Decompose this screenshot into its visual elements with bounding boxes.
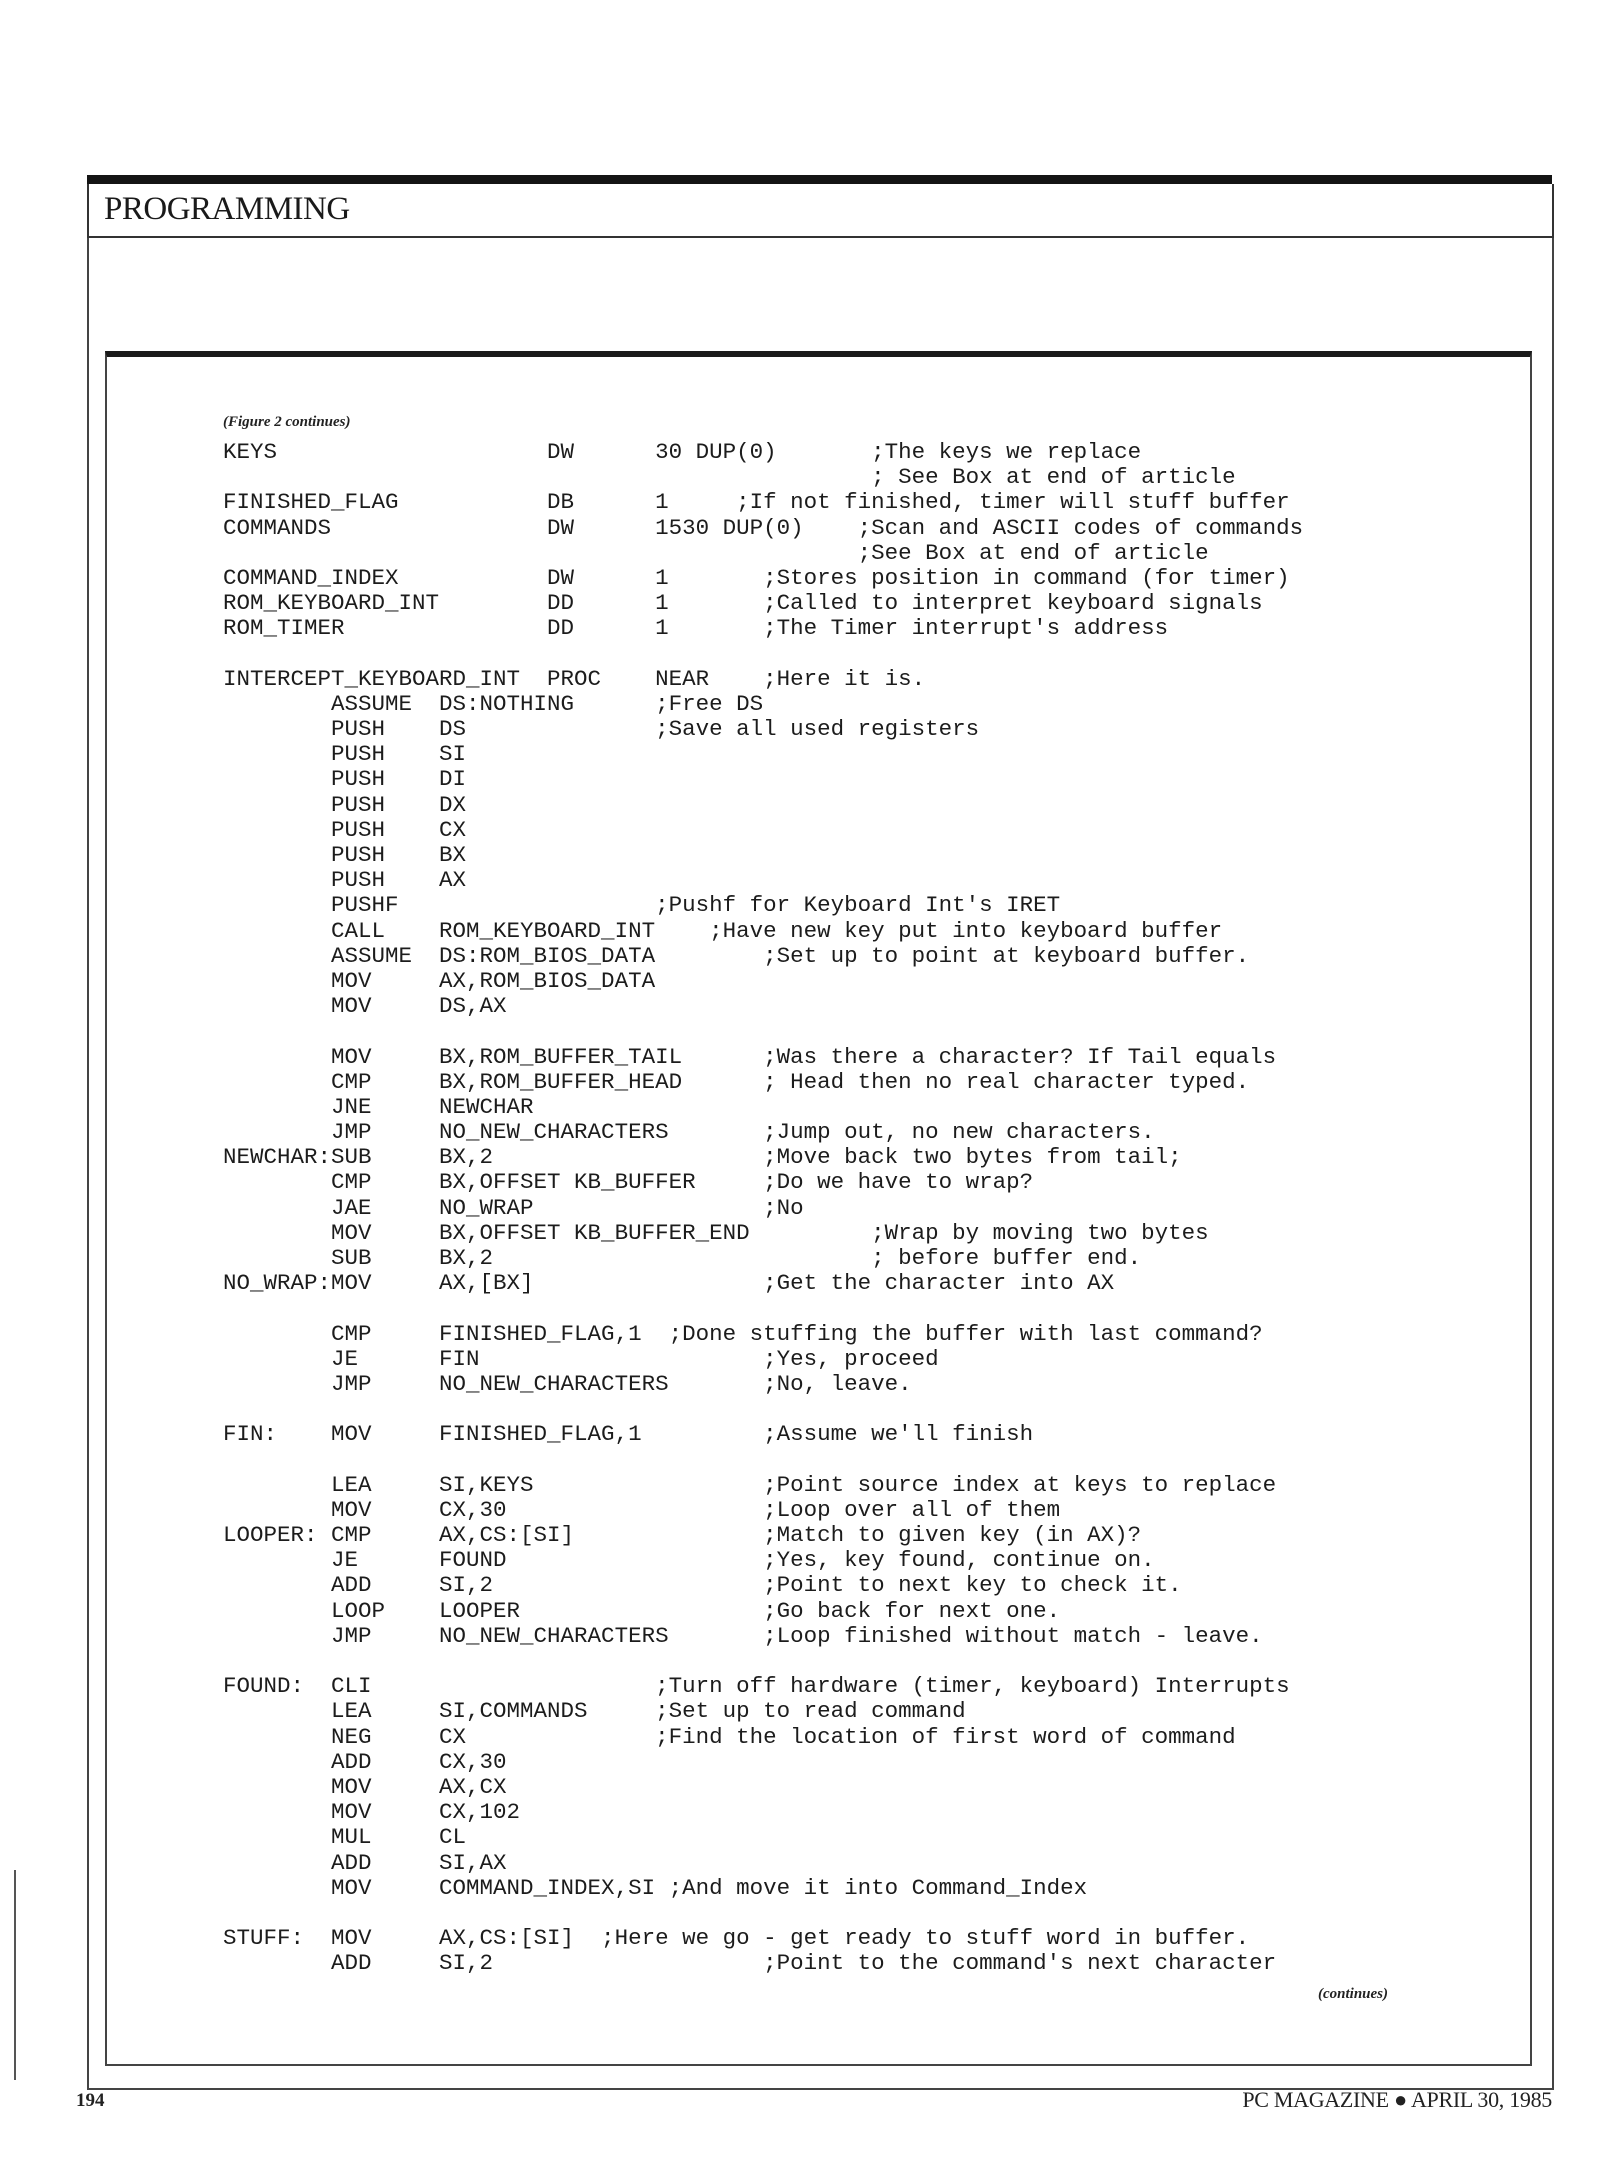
code-line: JNE NEWCHAR [223,1093,534,1120]
code-line: ; See Box at end of article [223,464,1236,491]
code-line: PUSH DI [223,766,467,793]
code-line: JE FIN ;Yes, proceed [223,1345,939,1372]
code-line: ADD CX,30 [223,1748,507,1775]
code-line: NEG CX ;Find the location of first word of command [223,1723,1236,1750]
code-line [223,1019,1303,1044]
code-line: CMP BX,OFFSET KB_BUFFER ;Do we have to wrap? [223,1169,1034,1196]
code-listing [223,440,1303,1976]
code-line: ASSUME DS:ROM_BIOS_DATA ;Set up to point at keyboard buffer. [223,942,1250,969]
code-line [223,1448,1303,1473]
code-line: PUSH BX [223,842,467,868]
code-line: MOV CX,30 ;Loop over all of them [223,1496,1061,1523]
code-line: MUL CL [223,1824,467,1851]
code-line: LOOP LOOPER ;Go back for next one. [223,1597,1061,1624]
code-line: CMP FINISHED_FLAG,1 ;Done stuffing the buffer with last command? [223,1320,1263,1347]
section-title: PROGRAMMING [104,191,350,227]
code-line: LEA SI,KEYS ;Point source index at keys to replace [223,1471,1277,1498]
code-line [223,1296,1303,1321]
margin-mark [14,1870,16,2080]
code-line [223,642,1303,667]
code-line: ADD SI,2 ;Point to next key to check it. [223,1572,1182,1599]
code-line: MOV BX,OFFSET KB_BUFFER_END ;Wrap by moving two bytes [223,1219,1209,1246]
continues-note: (continues) [1318,1986,1389,2002]
figure-continued-note: (Figure 2 continues) [223,414,351,430]
code-line: PUSH DX [223,791,467,818]
publication-footer: PC MAGAZINE ● APRIL 30, 1985 [1242,2087,1552,2112]
code-line: CALL ROM_KEYBOARD_INT ;Have new key put into keyboard buffer [223,917,1223,944]
code-line: ;See Box at end of article [223,539,1209,566]
code-line: MOV BX,ROM_BUFFER_TAIL ;Was there a character? If Tail equals [223,1043,1277,1070]
code-line: PUSH SI [223,741,467,768]
code-line: SUB BX,2 ; before buffer end. [223,1245,1142,1271]
code-line: PUSH AX [223,867,467,894]
code-line [223,1397,1303,1422]
code-line [223,1901,1303,1926]
code-line: JAE NO_WRAP ;No [223,1194,804,1221]
code-line: STUFF: MOV AX,CS:[SI] ;Here we go - get ready to stuff word in buffer. [223,1925,1250,1952]
code-line: NO_WRAP:MOV AX,[BX] ;Get the character into AX [223,1270,1115,1297]
code-line: KEYS DW 30 DUP(0) ;The keys we replace [223,439,1142,465]
code-line: ADD SI,AX [223,1849,507,1876]
code-line: MOV AX,ROM_BIOS_DATA [223,967,656,994]
code-line: FIN: MOV FINISHED_FLAG,1 ;Assume we'll finish [223,1421,1034,1448]
page-number: 194 [76,2090,105,2111]
code-line: PUSHF ;Pushf for Keyboard Int's IRET [223,892,1061,919]
code-line: INTERCEPT_KEYBOARD_INT PROC NEAR ;Here it is. [223,665,926,692]
code-line: PUSH DS ;Save all used registers [223,716,980,743]
code-line: ROM_TIMER DD 1 ;The Timer interrupt's address [223,615,1169,642]
code-line: MOV AX,CX [223,1773,507,1800]
code-line: NEWCHAR:SUB BX,2 ;Move back two bytes from tail; [223,1144,1182,1171]
code-line: FOUND: CLI ;Turn off hardware (timer, keyboard) Interrupts [223,1673,1290,1700]
code-line: LEA SI,COMMANDS ;Set up to read command [223,1698,966,1725]
code-line: FINISHED_FLAG DB 1 ;If not finished, timer will stuff buffer [223,489,1290,516]
code-line: LOOPER: CMP AX,CS:[SI] ;Match to given key (in AX)? [223,1522,1142,1549]
code-line: CMP BX,ROM_BUFFER_HEAD ; Head then no real character typed. [223,1068,1250,1095]
code-line [223,1649,1303,1674]
code-line: JMP NO_NEW_CHARACTERS ;Loop finished without match - leave. [223,1622,1263,1649]
code-line: JMP NO_NEW_CHARACTERS ;No, leave. [223,1370,912,1397]
code-line: JE FOUND ;Yes, key found, continue on. [223,1547,1155,1574]
code-line: MOV DS,AX [223,993,507,1020]
code-line: JMP NO_NEW_CHARACTERS ;Jump out, no new characters. [223,1119,1155,1146]
code-line: MOV CX,102 [223,1799,521,1826]
header-rule [87,175,1552,184]
code-line: COMMAND_INDEX DW 1 ;Stores position in command (for timer) [223,564,1290,591]
code-line: PUSH CX [223,816,467,843]
code-line: ADD SI,2 ;Point to the command's next character [223,1950,1277,1977]
code-line: ROM_KEYBOARD_INT DD 1 ;Called to interpret keyboard signals [223,590,1263,617]
code-line: COMMANDS DW 1530 DUP(0) ;Scan and ASCII codes of commands [223,514,1304,541]
code-line: ASSUME DS:NOTHING ;Free DS [223,690,764,717]
code-line: MOV COMMAND_INDEX,SI ;And move it into Command_Index [223,1874,1088,1901]
